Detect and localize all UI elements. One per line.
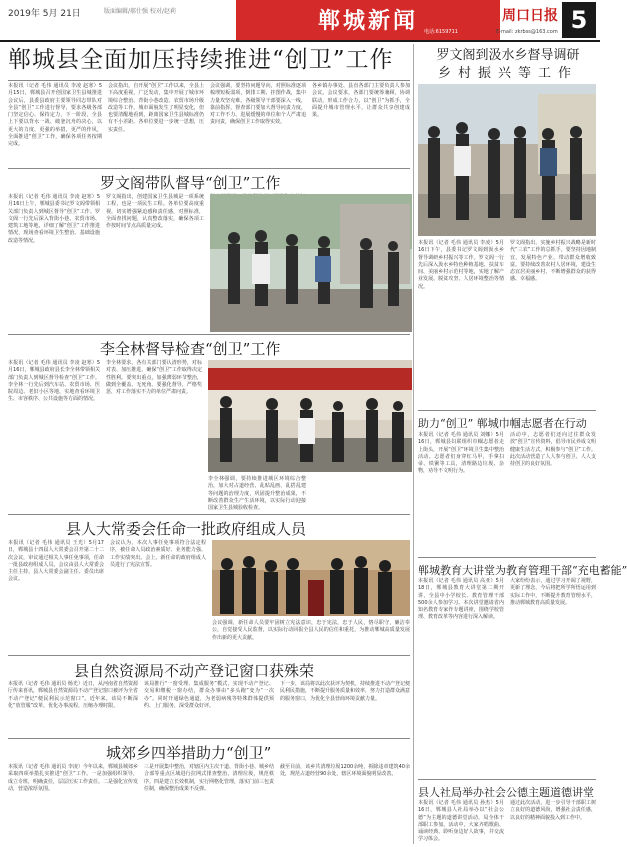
water-visit-headline-1: 罗文阁到汲水乡督导调研 [436,48,580,63]
section-rule [8,334,410,335]
issue-date: 2019年 5月 21日 [8,9,81,19]
volunteers-headline: 助力“创卫” 郸城巾帼志愿者在行动 [418,417,587,430]
ethics-col-1: 本报讯（记者 毛伟 通讯员 孙杰）5月16日，郸城县人社局举办以“社会公德”为主题的道德讲堂活动，局全体干部职工参加。活动中，大家齐唱歌曲、诵读经典、聆听身边好人故事，并交流学习体会。 [418,800,504,843]
main-article-col-3: 会议强调，要坚持问题导向，对照标准逐项梳理短板弱项，倒排工期、挂图作战，集中力量攻坚克难。各级领导干部要深入一线，靠前指挥，督查部门要加大督导问责力度，对工作不力、进展缓慢的单位和个人严肃追责问责，确保创卫工作取得实效。 [210,83,306,126]
luo-inspection-col-2: 罗文阁指出，创建国家卫生县城是一项系统工程，也是一项民生工程。各单位要高度重视，切实增强紧迫感和责任感，对照标准，全面查找问题，认真整改落实，确保各项工作按时间节点高质量完成。 [106,194,204,230]
li-inspection-col-2: 李全林要求，各有关部门要认清形势，对标对表，加压推进，确保“创卫”工作取得决定性胜利。要突出重点，加强薄弱环节整治，做到全覆盖、无死角。要强化督导，严格奖惩，对工作落实不力的单位严肃问责。 [106,360,202,396]
water-visit-col-1: 本报讯（记者 毛伟 通讯员 李凌）5月16日下午，县委书记罗文阁到汲水乡督导调研乡村振兴等工作。罗文阁一行先后深入汲水乡特色种植基地、扶贫车间、美丽乡村示范村等地，实地了解产业发展、脱贫攻坚、人居环境整治等情况。 [418,240,504,290]
contact-info: 电话:6159711 [424,29,458,35]
editor-credit: 版面编辑/郝仕强 校对/赵莉 [104,8,176,15]
education-col-1: 本报讯（记者 毛伟 通讯员 高亚）5月18日，郸城县教育大讲堂第二期开讲，全县中小学校长、教育管理干部500余人参加学习。本次讲堂邀请省内知名教育专家作专题讲座，围绕学校管理、教育改革等内容进行深入解读。 [418,578,504,621]
registration-col-3: 下一步，该局将以此次获评为契机，持续推进不动产登记便民利民措施，不断提升服务质量和效率，努力打造群众满意的服务窗口，为优化全县营商环境贡献力量。 [280,681,411,702]
li-inspection-headline: 李全林督导检查“创卫”工作 [100,340,281,358]
section-rule [8,514,410,515]
section-title: 郸城新闻 [317,8,418,34]
newspaper-logo: 周口日报 [502,8,558,24]
water-visit-photo [418,84,596,236]
luo-inspection-headline: 罗文阁带队督导“创卫”工作 [100,174,281,192]
appointments-headline: 县人大常委会任命一批政府组成人员 [66,520,307,538]
li-inspection-col-3: 李全林强调，要持续推进城区环境综合整治，加大对占道经营、乱贴乱画、乱搭乱建等问题的治理力度，巩固提升整治成果，不断改善群众生产生活环境，以实际行动迎接国家卫生县城验收检查。 [208,476,306,512]
education-col-2: 大家纷纷表示，通过学习开阔了视野，更新了理念，今后将把所学所悟运用到实际工作中，不断提升教育管理水平，推动郸城教育高质量发展。 [510,578,596,606]
registration-headline: 县自然资源局不动产登记窗口获殊荣 [74,662,315,680]
chengjiao-headline: 城郊乡四举措助力“创卫” [106,744,272,762]
masthead-rule [0,40,600,42]
registration-col-2: 该局推行“一窗受理、集成服务”模式，实现不动产登记、交易和缴税一窗办结，群众办事由“多头跑”变为“一次办”。同时开通绿色通道，为老弱病残等特殊群体提供预约、上门服务，深受群众好评。 [144,681,274,709]
appointments-col-1: 本报讯（记者 毛伟 通讯员 王光）5月17日，郸城县十四届人大常委会召开第二十二次会议，审议通过相关人事任免事项，任命一批县政府组成人员。会议由县人大常委会主任主持，县人大常委会副主任、委员出席会议。 [8,540,104,583]
email-address: E-mail: zkrbss@163.com [496,29,558,35]
headline-rule [8,80,410,81]
ethics-headline: 县人社局举办社会公德主题道德讲堂 [418,786,594,799]
chengjiao-col-1: 本报讯（记者 毛伟 通讯员 李凌）今年以来，郸城县城郊乡采取四项举措扎实推进“创卫”工作。一是加强组织领导，成立专班，明确责任，层层压实工作责任。二是强化宣传发动，营造浓厚氛围。 [8,764,139,792]
main-headline: 郸城县全面加压持续推进“创卫”工作 [8,47,394,73]
luo-inspection-photo [210,194,412,332]
column-divider [413,44,414,844]
appointments-col-2: 会议认为，本次人事任免事项符合法定程序，被任命人员政治素质好、业务能力强、工作实绩突出。会上，新任命的政府组成人员进行了宪法宣誓。 [110,540,206,568]
li-inspection-photo [208,360,412,472]
ethics-col-2: 通过此次活动，进一步引导干部职工树立良好的道德风尚，增强社会责任感，以良好的精神面貌投入到工作中。 [510,800,596,821]
section-rule [418,410,596,411]
section-rule [8,168,410,169]
section-rule [8,738,410,739]
appointments-col-3: 会议强调，新任命人员要牢固树立宪法意识，忠于宪法，忠于人民，恪尽职守，廉洁奉公，自觉接受人民监督，以实际行动回报全县人民的信任和重托，为推动郸城高质量发展作出新的更大贡献。 [212,620,410,641]
luo-inspection-col-1: 本报讯（记者 毛伟 通讯员 李凌 赵寒）5月16日上午，郸城县委书记罗文阁带领相关部门负责人到城区督导“创卫”工作。罗文阁一行先后深入背街小巷、农贸市场、建筑工地等地，详细了解“创卫”工作推进情况，现场查看环境卫生整治、基础设施改造等情况。 [8,194,100,244]
registration-col-1: 本报讯（记者 毛伟 通讯员 杨光）近日，从河南省自然资源厅传来喜讯，郸城县自然资源局不动产登记窗口被评为全省不动产登记“便民利民示范窗口”。近年来，该局不断深化“放管服”改革，优化办事流程，压缩办理时限。 [8,681,139,709]
chengjiao-col-3: 截至目前，该乡共清理垃圾1200余吨，拆除违章建筑40余处，规范占道经营90余处，辖区环境面貌明显改善。 [280,764,410,778]
section-rule [418,779,596,780]
page-number: 5 [562,2,596,38]
masthead [0,0,600,40]
main-article-col-2: 会议指出，自开展“创卫”工作以来，全县上下高度重视，广泛发动，集中开展了城市环境综合整治、背街小巷改造、农贸市场升级改造等工作，城市面貌发生了明显变化，但也要清醒地看到，距离国家卫生县城标准仍有不小差距。各单位要进一步统一思想，压实责任。 [108,83,204,133]
volunteers-col-1: 本报讯（记者 毛伟 通讯员 刘娜）5月16日，郸城县妇联组织巾帼志愿者走上街头，开展“创卫”环境卫生集中整治活动。志愿者们身穿红马甲，手拿扫帚、铁锹等工具，清理路边垃圾、杂物，劝导不文明行为。 [418,432,504,475]
li-inspection-col-1: 本报讯（记者 毛伟 通讯员 李凌 赵寒）5月16日，郸城县政府县长李全林带领相关部门负责人到城区督导检查“创卫”工作。李全林一行先后到汽车站、农贸市场、医院周边、老旧小区等地，实地查看环境卫生、市容秩序、公共设施等方面的情况。 [8,360,100,403]
water-visit-col-2: 罗文阁指出，实施乡村振兴战略是新时代“三农”工作的总抓手。要坚持因地制宜，发展特色产业，带动群众增收致富。要持续改善农村人居环境，建设生态宜居美丽乡村，不断增强群众的获得感、幸福感。 [510,240,596,283]
main-article-col-4: 各乡镇办事处、县直各部门主要负责人参加会议。会议要求，各部门要统筹兼顾，协调联动，形成工作合力，以“创卫”为抓手，全面提升城市管理水平，让群众共享创建成果。 [312,83,410,119]
section-rule [8,655,410,656]
section-rule [418,557,596,558]
chengjiao-col-2: 三是开展集中整治，对辖区内主次干道、背街小巷、城乡结合部等重点区域进行拉网式排查整治，清理垃圾，规范秩序。四是建立长效机制，实行网格化管理，落实门前三包责任制，确保整治成果不反弹。 [144,764,275,792]
volunteers-col-2: 活动中，志愿者们还向过往群众发放“创卫”宣传资料，倡导市民养成文明健康生活方式，积极参与“创卫”工作。此次活动营造了人人参与创卫、人人支持创卫的良好氛围。 [510,432,596,468]
main-article-col-1: 本报讯（记者 毛伟 通讯员 李凌 赵寒）5月15日，郸城县召开创国家卫生县城推进会议后，县委县政府主要领导同志带队对全县“创卫”工作进行督导，要求各级各部门坚定信心、保持定力，下一阶段，全县上下要以背水一战、破釜沉舟的决心，以更大的力度，更强的举措，更严的作风，全面推进“创卫”工作，确保各项任务按期完成。 [8,83,102,148]
appointments-photo [212,540,410,616]
education-headline: 郸城教育大讲堂为教育管理干部“充电蓄能” [418,564,627,577]
water-visit-headline-2: 乡村振兴等工作 [437,66,578,81]
